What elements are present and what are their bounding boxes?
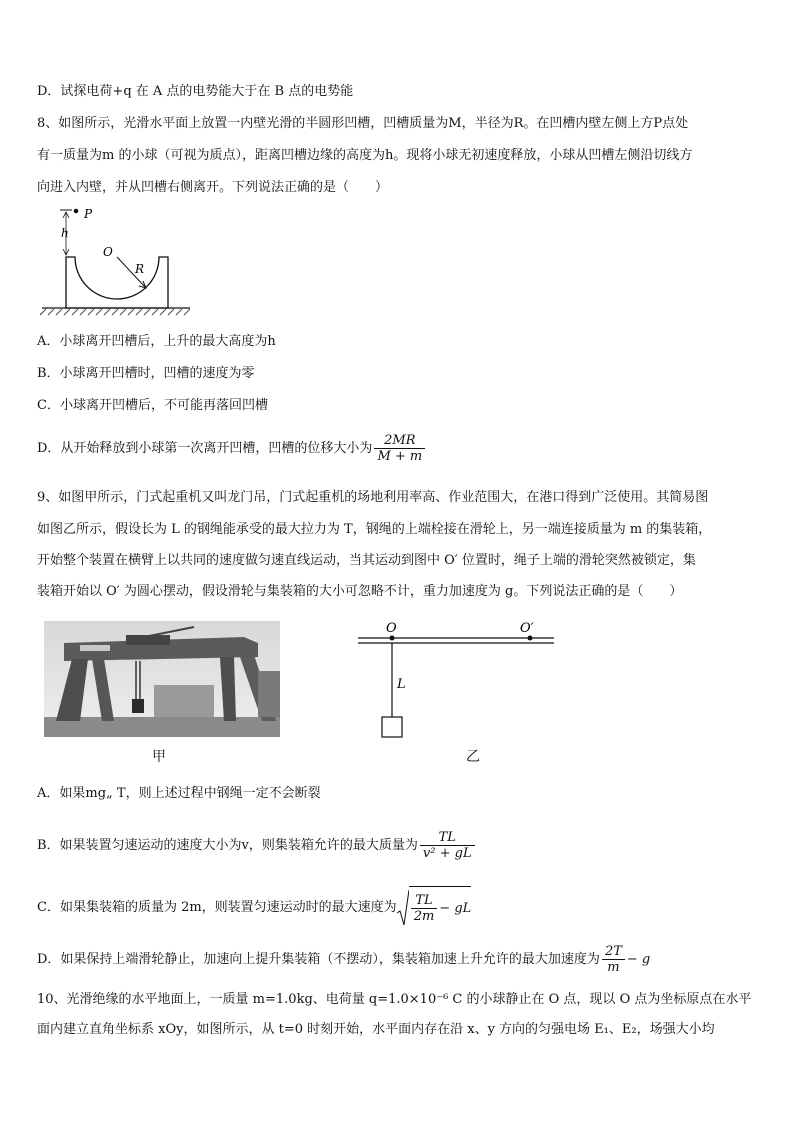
q10-stem-line-1: 10、光滑绝缘的水平地面上，一质量 m=1.0kg、电荷量 q=1.0×10⁻⁶ C 的小球静止在 O 点，现以 O 点为坐标原点在水平: [37, 992, 752, 1007]
q9-stem-line-4: 装箱开始以 O′ 为圆心摆动，假设滑轮与集装箱的大小可忽略不计，重力加速度为 g。下列说法正确的是（ ）: [37, 584, 683, 599]
q9-option-a: A．如果mg„ T，则上述过程中钢绳一定不会断裂: [37, 786, 321, 801]
caption-yi: 乙: [466, 749, 480, 765]
q9-option-c-text: C．如果集装箱的质量为 2m，则装置匀速运动时的最大速度为: [37, 900, 397, 915]
q8-option-d-text: D．从开始释放到小球第一次离开凹槽，凹槽的位移大小为: [37, 441, 373, 456]
q8-stem-line-3: 向进入内壁，并从凹槽右侧离开。下列说法正确的是（ ）: [37, 180, 389, 195]
q8-option-b: B．小球离开凹槽时，凹槽的速度为零: [37, 366, 255, 381]
q8-figure: [40, 204, 200, 320]
label-l: L: [397, 677, 406, 692]
label-o: O: [103, 245, 113, 259]
q9-b-fraction: $\frac{TL}{\text{v² + gL}}$: [420, 830, 475, 861]
gantry-crane-photo: [44, 621, 280, 737]
q8-stem-line-2: 有一质量为m 的小球（可视为质点），距离凹槽边缘的高度为h。现将小球无初速度释放，小球从凹槽左侧沿切线方: [37, 148, 693, 163]
q8-option-c: C．小球离开凹槽后，不可能再落回凹槽: [37, 398, 268, 413]
q8-stem-line-1: 8、如图所示，光滑水平面上放置一内壁光滑的半圆形凹槽，凹槽质量为M，半径为R。在凹槽内壁左侧上方P点处: [37, 116, 689, 131]
label-p: P: [84, 207, 93, 221]
q10-stem-line-2: 面内建立直角坐标系 xOy，如图所示，从 t=0 时刻开始，水平面内存在沿 x、y 方向的匀强电场 E₁、E₂，场强大小均: [37, 1022, 715, 1037]
q9-stem-line-2: 如图乙所示，假设长为 L 的钢绳能承受的最大拉力为 T，钢绳的上端栓接在滑轮上，另一端连接质量为 m 的集装箱，: [37, 522, 712, 537]
q8-option-d: [37, 431, 427, 467]
label-o-prime: O′: [520, 621, 534, 636]
q9-d-fraction: $\frac{2T}{m}$: [602, 944, 625, 975]
q7-option-d: D．试探电荷+q 在 A 点的电势能大于在 B 点的电势能: [37, 84, 354, 99]
caption-jia: 甲: [152, 749, 166, 765]
q9-stem-line-1: 9、如图甲所示，门式起重机又叫龙门吊，门式起重机的场地利用率高、作业范围大，在港口得到广泛使用。其简易图: [37, 490, 709, 505]
q9-c-sqrt: $\frac{TL}{2m}$ − gL: [397, 886, 472, 929]
q9-option-d: D．如果保持上端滑轮静止，加速向上提升集装箱（不摆动），集装箱加速上升允许的最大加速度为 $\frac{2T}{m}$ − g: [37, 944, 651, 975]
q9-option-b-text: B．如果装置匀速运动的速度大小为v，则集装箱允许的最大质量为: [37, 838, 418, 853]
q9-option-d-text: D．如果保持上端滑轮静止，加速向上提升集装箱（不摆动），集装箱加速上升允许的最大加速度为: [37, 952, 600, 967]
q9-option-c: [37, 886, 471, 929]
label-h: h: [61, 226, 69, 240]
q9-schematic: [354, 618, 560, 742]
q9-option-b: [37, 828, 477, 864]
label-o-left: O: [386, 621, 397, 636]
q9-stem-line-3: 开始整个装置在横臂上以共同的速度做匀速直线运动，当其运动到图中 O′ 位置时，绳子上端的滑轮突然被锁定，集: [37, 553, 696, 568]
q8-option-a: A．小球离开凹槽后，上升的最大高度为h: [37, 334, 276, 349]
label-r: R: [135, 262, 145, 276]
q8-d-fraction: $\frac{2MR}{M + m}$: [374, 433, 425, 464]
